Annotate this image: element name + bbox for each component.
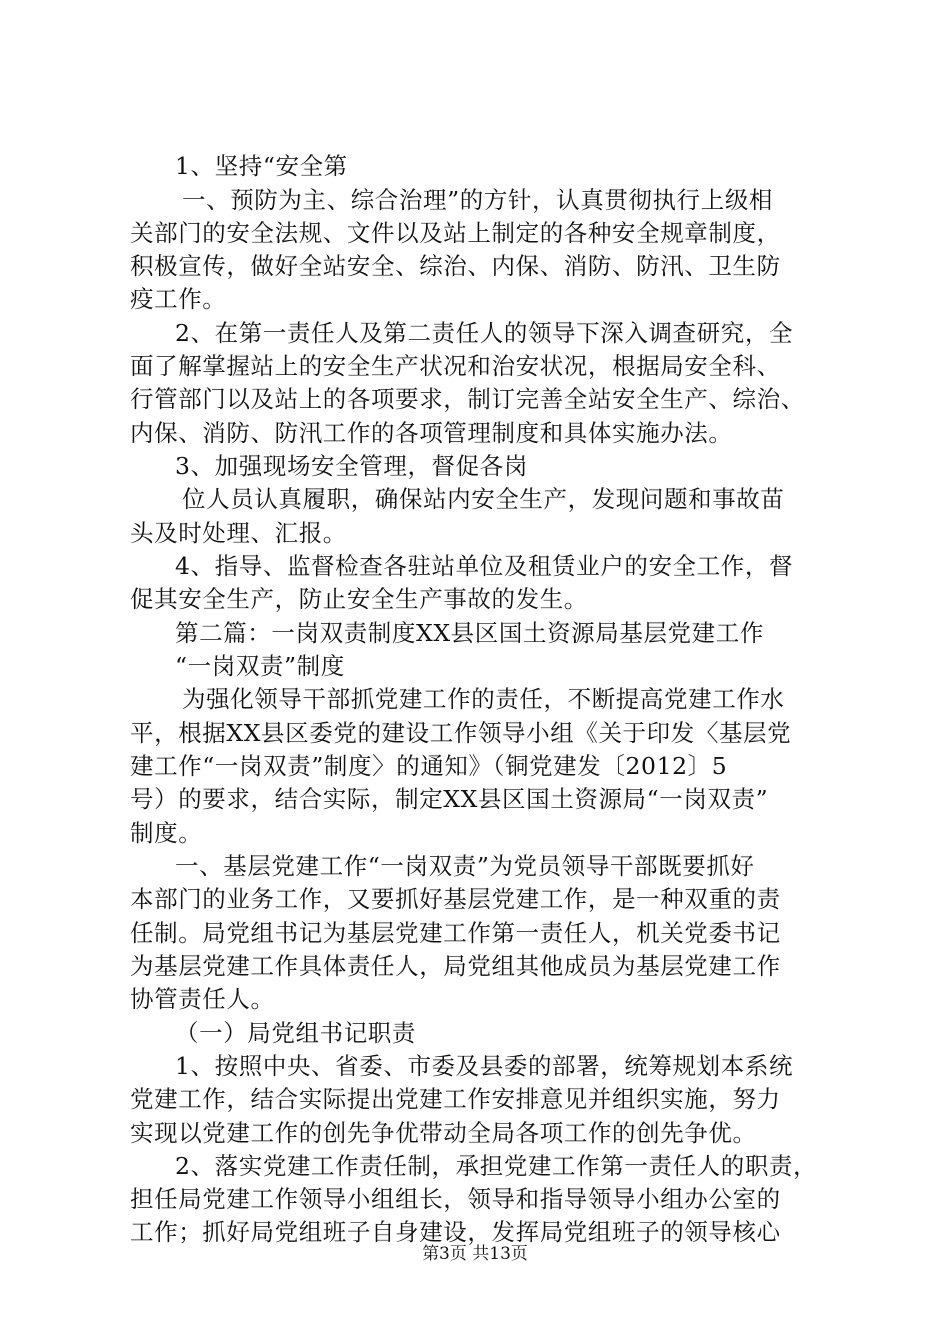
text-line: 平，根据XX县区委党的建设工作领导小组《关于印发〈基层党	[130, 719, 792, 747]
text-line: 促其安全生产，防止安全生产事故的发生。	[130, 585, 588, 613]
text-line: 一、基层党建工作“一岗双责”为党员领导干部既要抓好	[175, 852, 755, 880]
text-line: 工作；抓好局党组班子自身建设，发挥局党组班子的领导核心	[130, 1218, 781, 1246]
text-line: 关部门的安全法规、文件以及站上制定的各种安全规章制度，	[130, 219, 781, 247]
text-line: 疫工作。	[130, 285, 227, 313]
text-line: （一）局党组书记职责	[175, 1019, 416, 1047]
text-line: “一岗双责”制度	[175, 652, 345, 680]
text-line: 号）的要求，结合实际，制定XX县区国土资源局“一岗双责”	[130, 785, 769, 813]
text-line: 担任局党建工作领导小组组长，领导和指导领导小组办公室的	[130, 1185, 781, 1213]
text-line: 第二篇：一岗双责制度XX县区国土资源局基层党建工作	[175, 619, 764, 647]
page-number-footer: 第3页 共13页	[422, 1244, 528, 1264]
text-line: 党建工作，结合实际提出党建工作安排意见并组织实施，努力	[130, 1085, 781, 1113]
text-line: 位人员认真履职，确保站内安全生产，发现问题和事故苗	[182, 485, 785, 513]
text-line: 为强化领导干部抓党建工作的责任，不断提高党建工作水	[182, 685, 785, 713]
text-line: 2、在第一责任人及第二责任人的领导下深入调查研究，全	[175, 319, 794, 347]
text-line: 4、指导、监督检查各驻站单位及租赁业户的安全工作，督	[175, 552, 794, 580]
text-line: 1、坚持“安全第	[175, 152, 348, 180]
text-line: 行管部门以及站上的各项要求，制订完善全站安全生产、综治、	[130, 385, 805, 413]
text-line: 2、落实党建工作责任制，承担党建工作第一责任人的职责，	[175, 1152, 818, 1180]
text-line: 积极宣传，做好全站安全、综治、内保、消防、防汛、卫生防	[130, 252, 781, 280]
text-line: 制度。	[130, 819, 203, 847]
text-line: 一、预防为主、综合治理”的方针，认真贯彻执行上级相	[182, 186, 774, 214]
text-line: 建工作“一岗双责”制度〉的通知》（铜党建发〔2012〕5	[130, 752, 728, 780]
text-line: 协管责任人。	[130, 985, 275, 1013]
text-line: 面了解掌握站上的安全生产状况和治安状况，根据局安全科、	[130, 352, 781, 380]
text-line: 头及时处理、汇报。	[130, 519, 347, 547]
text-line: 为基层党建工作具体责任人，局党组其他成员为基层党建工作	[130, 952, 781, 980]
text-line: 实现以党建工作的创先争优带动全局各项工作的创先争优。	[130, 1119, 757, 1147]
text-line: 3、加强现场安全管理，督促各岗	[175, 452, 528, 480]
text-line: 内保、消防、防汛工作的各项管理制度和具体实施办法。	[130, 419, 733, 447]
text-line: 1、按照中央、省委、市委及县委的部署，统筹规划本系统	[175, 1052, 794, 1080]
text-line: 任制。局党组书记为基层党建工作第一责任人，机关党委书记	[130, 919, 781, 947]
text-line: 本部门的业务工作，又要抓好基层党建工作，是一种双重的责	[130, 885, 781, 913]
